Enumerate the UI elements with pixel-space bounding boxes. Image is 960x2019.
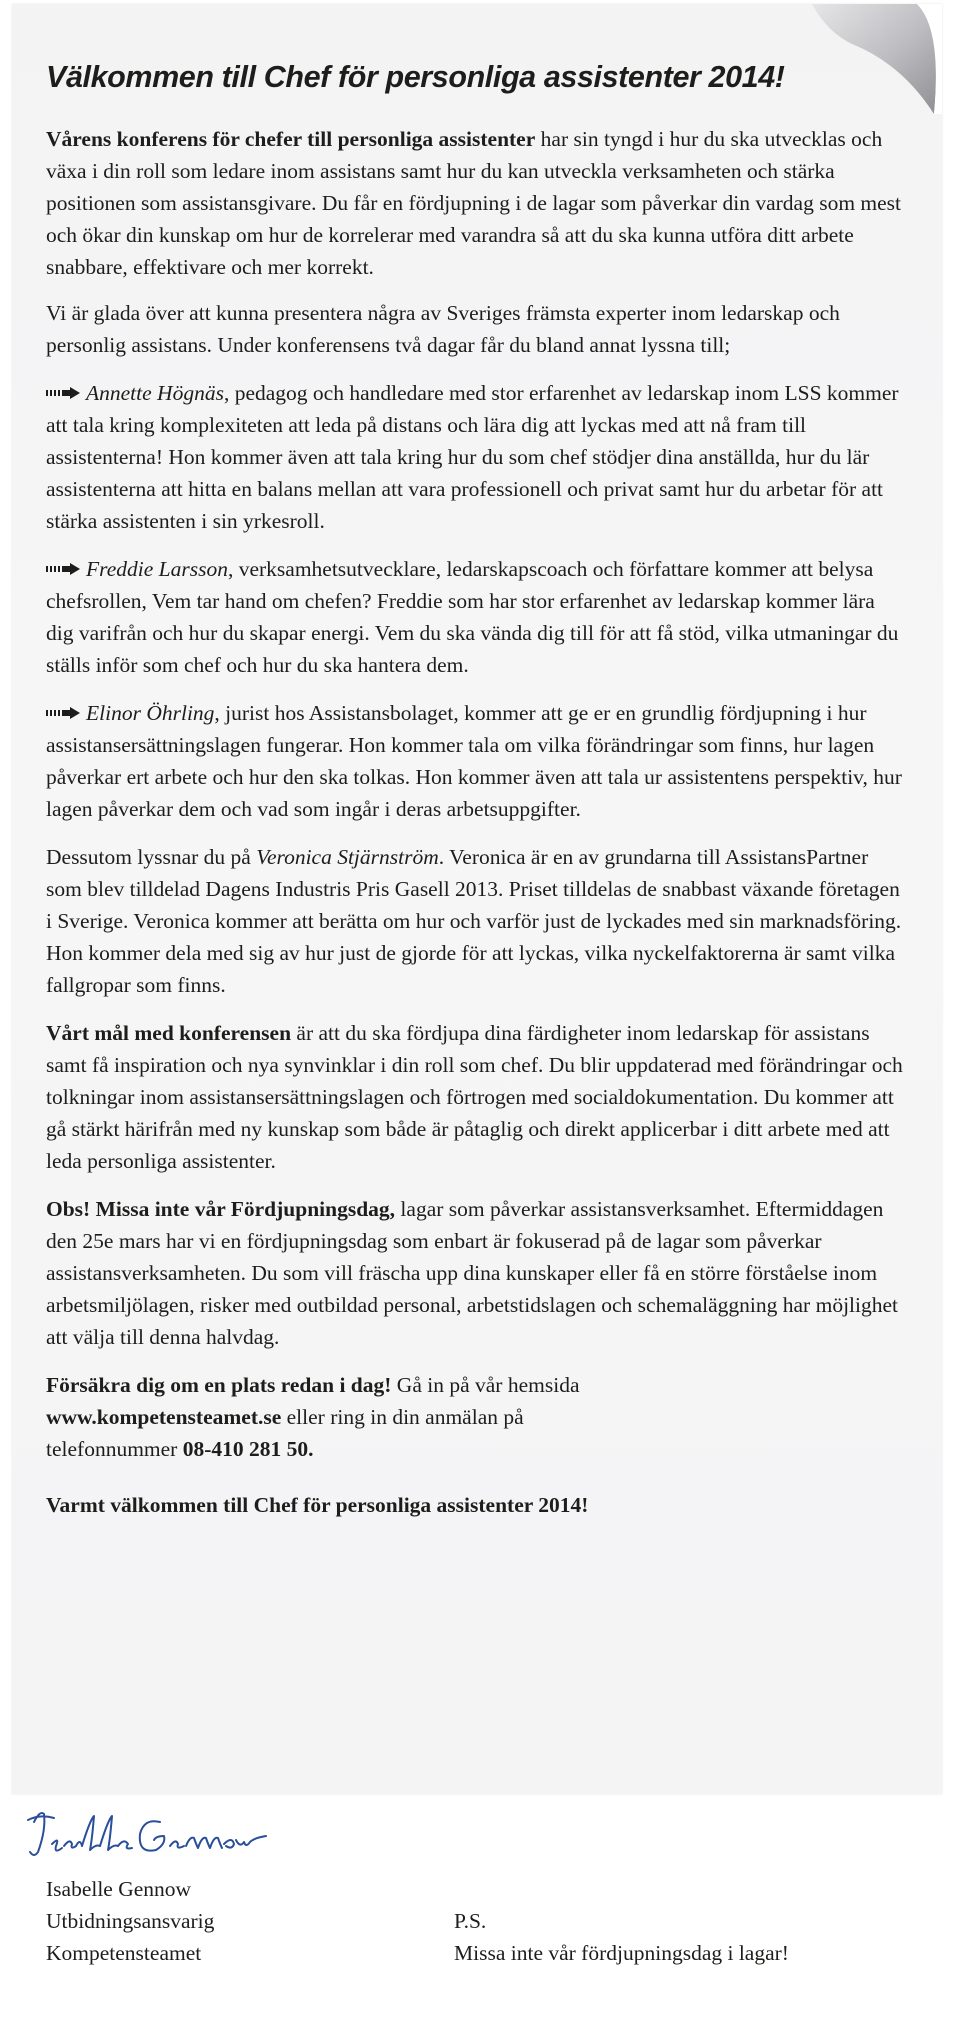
handwritten-signature <box>20 1800 300 1870</box>
ps-text: Missa inte vår fördjupningsdag i lagar! <box>454 1941 789 1965</box>
speaker-name: Freddie Larsson <box>86 557 228 582</box>
closing-line <box>46 1489 906 1521</box>
website-link[interactable]: www.kompetensteamet.se <box>46 1405 282 1430</box>
experts-paragraph: Vi är glada över att kunna presentera några av Sveriges främsta experter inom ledarskap och personlig assistans. Under konferensens två dagar får du bland annat lyssna till; <box>46 301 840 358</box>
secure-bold: Försäkra dig om en plats redan i dag! <box>46 1373 392 1398</box>
speaker-paragraph-3 <box>46 697 906 825</box>
signer-organization: Kompetensteamet <box>46 1941 202 1965</box>
page-title: Välkommen till Chef för personliga assistenter 2014! <box>46 60 785 94</box>
obs-text: lagar som påverkar assistansverksamhet. Eftermiddagen den 25e mars har vi en fördjupningsdag som enbart är fokuserad på de lagar som påverkar assistansverksamheten. Du som vill fräscha upp dina kunskaper eller få en större förståelse inom arbetsmiljölagen, risker med outbildad personal, arbetstidslagen och schemaläggning har möjlighet att välja till denna halvdag. <box>46 1197 899 1350</box>
signer-role: Utbidningsansvarig <box>46 1909 215 1933</box>
arrow-right-icon <box>46 707 80 719</box>
secure-text-2: eller ring in din anmälan på <box>281 1405 524 1430</box>
letter-content <box>46 60 906 1537</box>
veronica-paragraph <box>46 841 906 1001</box>
phone-number[interactable]: 08-410 281 50. <box>182 1437 314 1462</box>
arrow-right-icon <box>46 563 80 575</box>
speaker-paragraph-1 <box>46 377 906 537</box>
arrow-right-icon <box>46 387 80 399</box>
signer-name: Isabelle Gennow <box>46 1877 192 1901</box>
closing-text: Varmt välkommen till Chef för personliga assistenter 2014! <box>46 1493 589 1518</box>
signature-block <box>46 1873 214 1969</box>
intro-bold: Vårens konferens för chefer till personliga assistenter <box>46 127 536 152</box>
speaker-name: Veronica Stjärnström <box>256 845 439 870</box>
speaker-name: Annette Högnäs <box>86 381 224 406</box>
intro-paragraph <box>46 123 906 283</box>
speaker-description: , pedagog och handledare med stor erfarenhet av ledarskap inom LSS kommer att tala kring komplexiteten att leda på distans och lära dig att lyckas med att nå fram till assistenterna! Hon kommer även att tala kring hur du som chef stödjer dina anställda, hur du lär assistenterna att hitta en balans mellan att vara professionell och privat samt hur du arbetar för att stärka assistenten i sin yrkesroll. <box>46 381 899 534</box>
obs-paragraph <box>46 1193 906 1353</box>
intro-text: har sin tyngd i hur du ska utvecklas och växa i din roll som ledare inom assistans samt hur du kan utveckla verksamheten och stärka positionen som assistansgivare. Du får en fördjupning i de lagar som påverkar din vardag som mest och ökar din kunskap om hur de korrelerar med varandra så att du ska kunna utföra ditt arbete snabbare, effektivare och mer korrekt. <box>46 127 902 280</box>
speaker-paragraph-2 <box>46 553 906 681</box>
goal-paragraph <box>46 1017 906 1177</box>
signature-text: Isabelle Gennow <box>20 1800 27 1801</box>
ps-block <box>454 1905 789 1969</box>
ps-label: P.S. <box>454 1909 487 1933</box>
goal-text: är att du ska fördjupa dina färdigheter inom ledarskap för assistans samt få inspiration och nya synvinklar i din roll som chef. Du blir uppdaterad med förändringar och tolkningar inom assistansersättningslagen och förtrogen med socialdokumentation. Du kommer att gå stärkt härifrån med ny kunskap som både är påtaglig och direkt applicerbar i ditt arbete med att leda personliga assistenter. <box>46 1021 903 1174</box>
veronica-description: . Veronica är en av grundarna till AssistansPartner som blev tilldelad Dagens Industris Pris Gasell 2013. Priset tilldelas de snabbast växande företagen i Sverige. Veronica kommer att berätta om hur och varför just de lyckades med sin marknadsföring. Hon kommer dela med sig av hur just de gjorde för att lyckas, vilka nyckelfaktorerna är samt vilka fallgropar som finns. <box>46 845 902 998</box>
speaker-description: , verksamhetsutvecklare, ledarskapscoach och författare kommer att belysa chefsrollen, Vem tar hand om chefen? Freddie som har stor erfarenhet av ledarskap kommer lära dig varifrån och hur du skapar energi. Vem du ska vända dig till för att få stöd, vilka utmaningar du ställs inför som chef och hur du ska hantera dem. <box>46 557 899 678</box>
goal-bold: Vårt mål med konferensen <box>46 1021 292 1046</box>
speaker-description: , jurist hos Assistansbolaget, kommer att ge er en grundlig fördjupning i hur assistansersättningslagen fungerar. Hon kommer tala om vilka förändringar som finns, hur lagen påverkar ert arbete och hur den ska tolkas. Hon kommer även att tala ur assistentens perspektiv, hur lagen påverkar dem och vad som ingår i deras arbetsuppgifter. <box>46 701 902 822</box>
secure-paragraph <box>46 1369 906 1465</box>
veronica-intro: Dessutom lyssnar du på <box>46 845 257 870</box>
obs-bold: Obs! Missa inte vår Fördjupningsdag, <box>46 1197 396 1222</box>
phone-label: telefonnummer <box>46 1437 183 1462</box>
speaker-name: Elinor Öhrling <box>86 701 215 726</box>
secure-text: Gå in på vår hemsida <box>391 1373 580 1398</box>
